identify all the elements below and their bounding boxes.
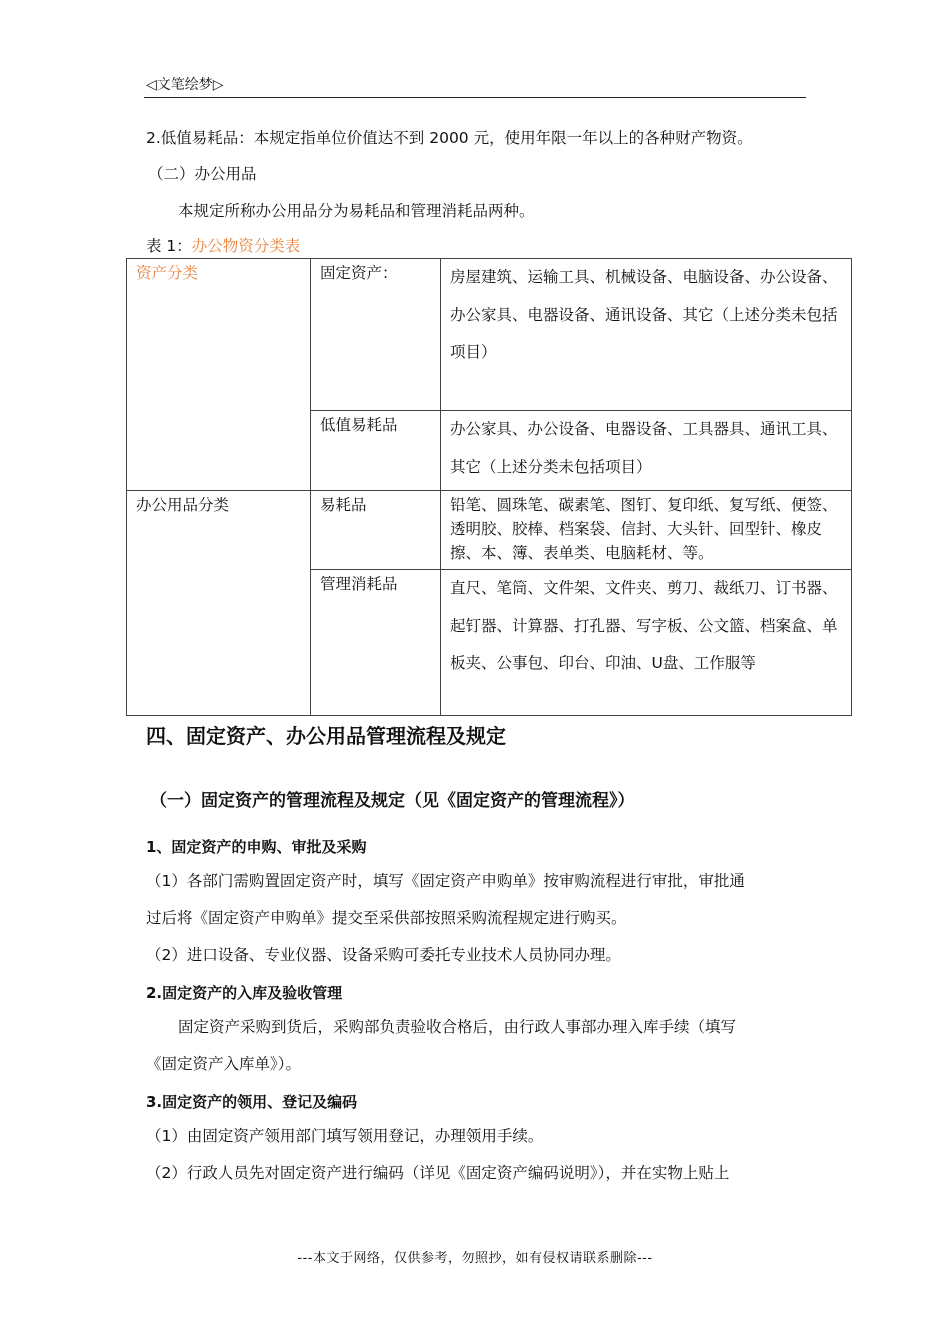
heading-section-4-1: （一）固定资产的管理流程及规定（见《固定资产的管理流程》）: [150, 791, 635, 811]
category-cell: [127, 491, 311, 716]
subcategory-cell: [311, 491, 441, 570]
category-cell: [127, 259, 311, 491]
table-caption-title: 办公物资分类表: [191, 237, 301, 255]
items-text: 房屋建筑、运输工具、机械设备、电脑设备、办公设备、办公家具、电器设备、通讯设备、其它（上述分类未包括项目）: [450, 268, 838, 361]
subcategory-cell: [311, 570, 441, 716]
items-cell: [441, 570, 852, 716]
heading-section-4: 四、固定资产、办公用品管理流程及规定: [146, 724, 506, 748]
paragraph-warehousing-b: 《固定资产入库单》）。: [146, 1055, 302, 1073]
paragraph-office-supplies: 本规定所称办公用品分为易耗品和管理消耗品两种。: [178, 202, 535, 220]
category-label: 办公用品分类: [136, 496, 230, 514]
items-cell: [441, 491, 852, 570]
items-cell: [441, 411, 852, 491]
classification-table: [126, 258, 852, 716]
footer-disclaimer: ---本文于网络，仅供参考，勿照抄，如有侵权请联系删除---: [297, 1251, 653, 1266]
items-cell: [441, 259, 852, 411]
section-office-supplies: （二）办公用品: [148, 165, 257, 183]
subcategory-label: 低值易耗品: [320, 416, 398, 434]
subcategory-cell: [311, 411, 441, 491]
table-caption-prefix: 表 1：: [146, 237, 192, 255]
paragraph-warehousing-a: 固定资产采购到货后，采购部负责验收合格后，由行政人事部办理入库手续（填写: [178, 1018, 737, 1036]
paragraph-registration-1: （1）由固定资产领用部门填写领用登记，办理领用手续。: [146, 1127, 544, 1145]
items-text: 办公家具、办公设备、电器设备、工具器具、通讯工具、其它（上述分类未包括项目）: [450, 420, 838, 476]
category-label: 资产分类: [136, 264, 199, 282]
items-text: 直尺、笔筒、文件架、文件夹、剪刀、裁纸刀、订书器、起钉器、计算器、打孔器、写字板、公文篮、档案盒、单板夹、公事包、印台、印油、U盘、工作服等: [450, 579, 838, 672]
table-row: [127, 259, 852, 411]
items-text: 铅笔、圆珠笔、碳素笔、图钉、复印纸、复写纸、便签、透明胶、胶棒、档案袋、信封、大头针、回型针、橡皮擦、本、簿、表单类、电脑耗材、等。: [450, 496, 838, 562]
paragraph-purchase-1a: （1）各部门需购置固定资产时，填写《固定资产申购单》按审购流程进行审批，审批通: [146, 872, 745, 890]
subheading-purchase: 1、固定资产的申购、审批及采购: [146, 838, 367, 856]
header-title: ◁文笔绘梦▷: [146, 77, 224, 93]
paragraph-registration-2: （2）行政人员先对固定资产进行编码（详见《固定资产编码说明》），并在实物上贴上: [146, 1164, 730, 1182]
subheading-warehousing: 2.固定资产的入库及验收管理: [146, 984, 343, 1002]
subcategory-label: 管理消耗品: [320, 575, 398, 593]
header-divider: [144, 97, 806, 98]
paragraph-low-value: 2.低值易耗品：本规定指单位价值达不到 2000 元，使用年限一年以上的各种财产物资。: [146, 129, 753, 147]
subcategory-label: 固定资产：: [320, 264, 398, 282]
paragraph-purchase-2: （2）进口设备、专业仪器、设备采购可委托专业技术人员协同办理。: [146, 946, 621, 964]
paragraph-purchase-1b: 过后将《固定资产申购单》提交至采供部按照采购流程规定进行购买。: [146, 909, 627, 927]
subheading-registration: 3.固定资产的领用、登记及编码: [146, 1093, 358, 1111]
table-caption: [146, 236, 300, 256]
table-row: [127, 491, 852, 570]
subcategory-label: 易耗品: [320, 496, 367, 514]
subcategory-cell: [311, 259, 441, 411]
